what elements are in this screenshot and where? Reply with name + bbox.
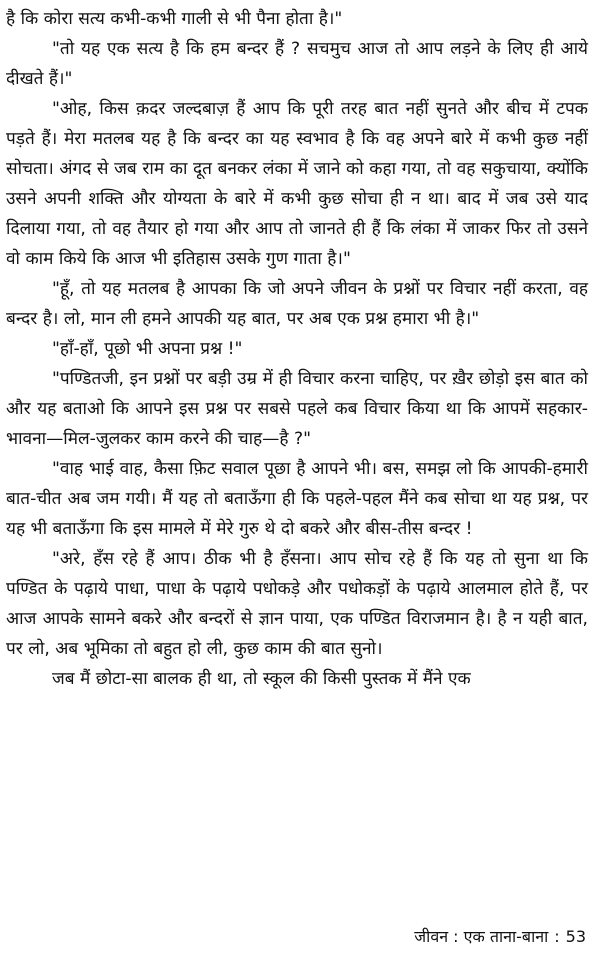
paragraph: "तो यह एक सत्य है कि हम बन्दर हैं ? सचमुच आज तो आप लड़ने के लिए ही आये दीखते हैं।" — [6, 39, 588, 89]
paragraph: "अरे, हँस रहे हैं आप। ठीक भी है हँसना। आप सोच रहे हैं कि यह तो सुना था कि पण्डित के पढ़ाये पाधा, पाधा के पढ़ाये पधोकड़े और पधोकड़ों के पढ़ाये आलमाल होते हैं, पर आज आपके सामने बकरे और बन्दरों से ज्ञान पाया, एक पण्डित विराजमान है। है न यही बात, पर लो, अब भूमिका तो बहुत हो ली, कुछ काम की बात सुनो। — [6, 549, 589, 659]
paragraph: "हाँ-हाँ, पूछो भी अपना प्रश्न !" — [52, 339, 243, 359]
page-number: 53 — [565, 927, 586, 946]
paragraph: "हूँ, तो यह मतलब है आपका कि जो अपने जीवन के प्रश्नों पर विचार नहीं करता, वह बन्दर है। लो, मान ली हमने आपकी यह बात, पर अब एक प्रश्न हमारा भी है।" — [6, 279, 588, 329]
paragraph: जब मैं छोटा-सा बालक ही था, तो स्कूल की किसी पुस्तक में मैंने एक — [52, 669, 471, 689]
footer-separator: : — [554, 927, 560, 946]
paragraph: "ओह, किस क़दर जल्दबाज़ हैं आप कि पूरी तरह बात नहीं सुनते और बीच में टपक पड़ते हैं। मेरा मतलब यह है कि बन्दर का यह स्वभाव है कि वह अपने बारे में कभी कुछ नहीं सोचता। अंगद से जब राम का दूत बनकर लंका में जाने को कहा गया, तो वह सकुचाया, क्योंकि उसने अपनी शक्ति और योग्यता के बारे में कभी कुछ सोचा ही न था। बाद में जब उसे याद दिलाया गया, तो वह तैयार हो गया और आप तो जानते ही हैं कि लंका में जाकर फिर तो उसने वो काम किये कि आज भी इतिहास उसके गुण गाता है।" — [6, 99, 588, 269]
running-title: जीवन : एक ताना-बाना — [414, 927, 549, 946]
page-body — [6, 4, 588, 694]
page-footer — [414, 925, 586, 949]
paragraph-continuation: है कि कोरा सत्य कभी-कभी गाली से भी पैना होता है।" — [6, 9, 343, 29]
paragraph: "वाह भाई वाह, कैसा फ़िट सवाल पूछा है आपने भी। बस, समझ लो कि आपकी-हमारी बात-चीत अब जम गयी। मैं यह तो बताऊँगा ही कि पहले-पहल मैंने कब सोचा था यह प्रश्न, पर यह भी बताऊँगा कि इस मामले में मेरे गुरु थे दो बकरे और बीस-तीस बन्दर ! — [6, 459, 588, 539]
paragraph: "पण्डितजी, इन प्रश्नों पर बड़ी उम्र में ही विचार करना चाहिए, पर ख़ैर छोड़ो इस बात को और यह बताओ कि आपने इस प्रश्न पर सबसे पहले कब विचार किया था कि आपमें सहकार-भावना—मिल-जुलकर काम करने की चाह—है ?" — [6, 369, 588, 449]
